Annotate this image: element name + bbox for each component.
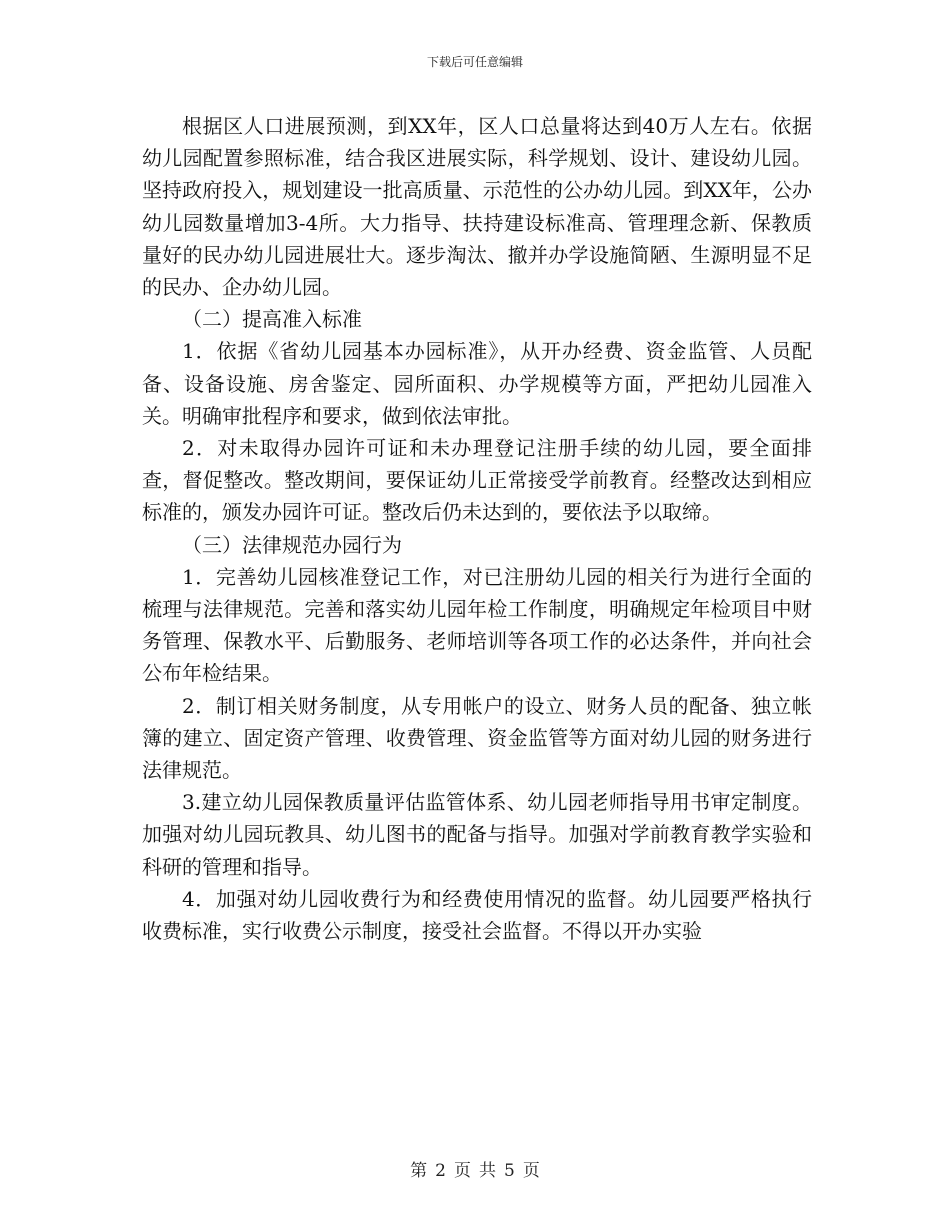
footer-ye: 页	[454, 1161, 471, 1181]
footer-ye-2: 页	[522, 1161, 540, 1181]
footer-total-pages: 5	[504, 1161, 515, 1181]
paragraph-population-forecast: 根据区人口进展预测，到XX年，区人口总量将达到40万人左右。依据幼儿园配置参照标准，结合我区进展实际，科学规划、设计、建设幼儿园。坚持政府投入，规划建设一批高质量、示范性的公办幼儿园。到XX年，公办幼儿园数量增加3-4所。大力指导、扶持建设标准高、管理理念新、保教质量好的民办幼儿园进展壮大。逐步淘汰、撤并办学设施简陋、生源明显不足的民办、企办幼儿园。	[142, 114, 812, 300]
paragraph-item-1: 1．依据《省幼儿园基本办园标准》，从开办经费、资金监管、人员配备、设备设施、房舍鉴定、园所面积、办学规模等方面，严把幼儿园准入关。明确审批程序和要求，做到依法审批。	[142, 339, 812, 428]
page-footer	[0, 1156, 950, 1181]
paragraph-item-1-registration: 1．完善幼儿园核准登记工作，对已注册幼儿园的相关行为进行全面的梳理与法律规范。完善和落实幼儿园年检工作制度，明确规定年检项目中财务管理、保教水平、后勤服务、老师培训等各项工作的必达条件，并向社会公布年检结果。	[142, 564, 812, 686]
footer-gong: 共	[479, 1161, 496, 1181]
section-heading-2: （二）提高准入标准	[182, 307, 362, 332]
footer-page-number: 2	[435, 1161, 446, 1181]
page-header-note: 下载后可任意编辑	[426, 55, 523, 69]
document-body	[142, 110, 812, 947]
section-heading-3: （三）法律规范办园行为	[182, 532, 402, 557]
paragraph-item-2: 2．对未取得办园许可证和未办理登记注册手续的幼儿园，要全面排查，督促整改。整改期间，要保证幼儿正常接受学前教育。经整改达到相应标准的，颁发办园许可证。整改后仍未达到的，要依法予以取缔。	[142, 436, 812, 525]
paragraph-item-3-quality: 3.建立幼儿园保教质量评估监管体系、幼儿园老师指导用书审定制度。加强对幼儿园玩教具、幼儿图书的配备与指导。加强对学前教育教学实验和科研的管理和指导。	[142, 790, 812, 879]
paragraph-item-4-fees: 4．加强对幼儿园收费行为和经费使用情况的监督。幼儿园要严格执行收费标准，实行收费公示制度，接受社会监督。不得以开办实验	[142, 886, 812, 944]
footer-di: 第	[410, 1161, 428, 1181]
paragraph-item-2-finance: 2．制订相关财务制度，从专用帐户的设立、财务人员的配备、独立帐簿的建立、固定资产管理、收费管理、资金监管等方面对幼儿园的财务进行法律规范。	[142, 693, 812, 783]
